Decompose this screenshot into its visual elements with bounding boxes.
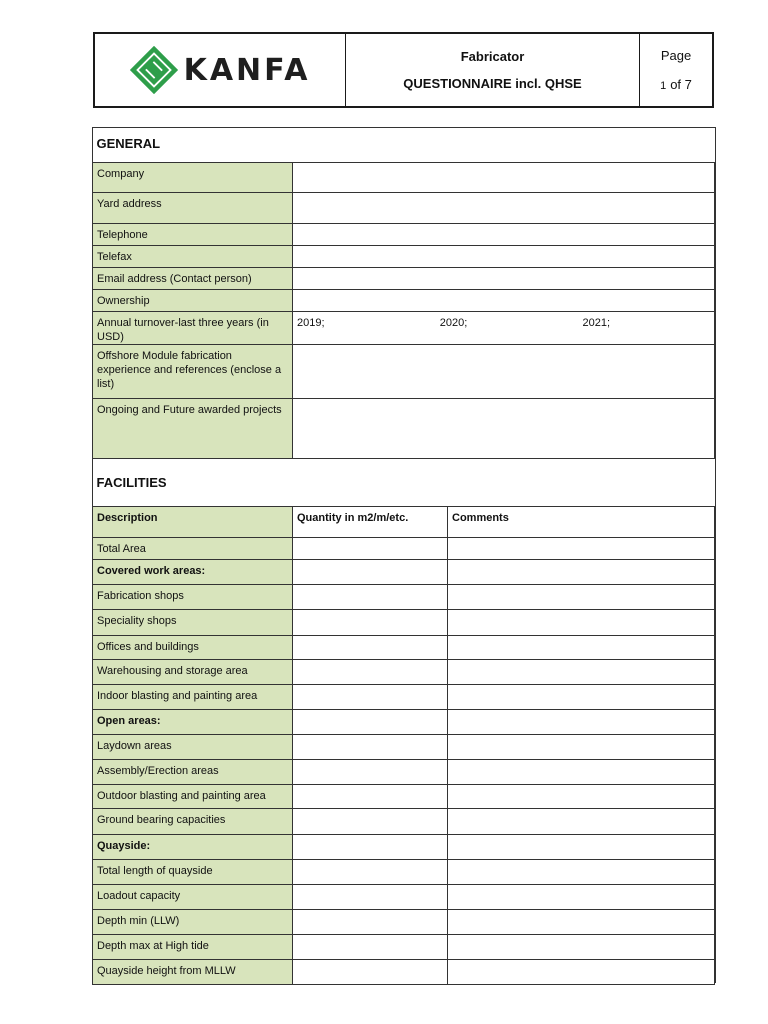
general-row <box>93 399 715 459</box>
facility-comments-field[interactable] <box>448 935 715 960</box>
facilities-row <box>93 585 715 610</box>
document-header <box>93 32 714 108</box>
facility-quantity-field[interactable] <box>293 885 448 910</box>
general-label: Annual turnover-last three years (in USD) <box>93 312 293 345</box>
page-number-box <box>640 34 712 106</box>
facility-quantity-field[interactable] <box>293 960 448 985</box>
facility-label: Ground bearing capacities <box>93 809 293 835</box>
general-value-field[interactable] <box>293 224 715 246</box>
general-value-field[interactable] <box>293 193 715 224</box>
facility-quantity-field[interactable] <box>293 835 448 860</box>
facilities-row <box>93 935 715 960</box>
page-label: Page <box>660 48 692 63</box>
page-total: 7 <box>684 77 692 92</box>
facility-comments-field[interactable] <box>448 685 715 710</box>
facility-quantity-field[interactable] <box>293 585 448 610</box>
facility-label: Quayside: <box>93 835 293 860</box>
facility-quantity-field[interactable] <box>293 610 448 636</box>
general-value-field[interactable] <box>293 246 715 268</box>
facility-quantity-field[interactable] <box>293 785 448 809</box>
facilities-header-row <box>93 507 715 538</box>
facility-label: Offices and buildings <box>93 636 293 660</box>
facility-comments-field[interactable] <box>448 610 715 636</box>
general-label: Ongoing and Future awarded projects <box>93 399 293 459</box>
page-counter <box>660 77 692 92</box>
facility-quantity-field[interactable] <box>293 636 448 660</box>
facility-label: Assembly/Erection areas <box>93 760 293 785</box>
facility-label: Depth min (LLW) <box>93 910 293 935</box>
general-value-field[interactable] <box>293 290 715 312</box>
column-header-quantity: Quantity in m2/m/etc. <box>293 507 448 538</box>
turnover-year-0: 2019; <box>297 317 325 329</box>
general-label: Ownership <box>93 290 293 312</box>
company-logo <box>95 34 346 106</box>
general-row <box>93 224 715 246</box>
questionnaire-form <box>92 127 716 983</box>
general-value-field[interactable] <box>293 345 715 399</box>
facility-label: Outdoor blasting and painting area <box>93 785 293 809</box>
general-row <box>93 312 715 345</box>
general-row <box>93 163 715 193</box>
facility-quantity-field[interactable] <box>293 809 448 835</box>
facilities-row <box>93 560 715 585</box>
facilities-row <box>93 835 715 860</box>
general-label: Offshore Module fabrication experience and references (enclose a list) <box>93 345 293 399</box>
turnover-values[interactable] <box>293 312 715 345</box>
page-of: of <box>670 77 682 92</box>
general-row <box>93 268 715 290</box>
facilities-row <box>93 710 715 735</box>
general-label: Yard address <box>93 193 293 224</box>
facility-comments-field[interactable] <box>448 710 715 735</box>
facilities-row <box>93 960 715 985</box>
facilities-row <box>93 885 715 910</box>
facility-comments-field[interactable] <box>448 960 715 985</box>
kanfa-logo-icon <box>130 46 178 94</box>
facility-quantity-field[interactable] <box>293 760 448 785</box>
facility-comments-field[interactable] <box>448 735 715 760</box>
facility-comments-field[interactable] <box>448 560 715 585</box>
facility-comments-field[interactable] <box>448 585 715 610</box>
facility-comments-field[interactable] <box>448 660 715 685</box>
general-value-field[interactable] <box>293 399 715 459</box>
facility-label: Speciality shops <box>93 610 293 636</box>
facility-label: Quayside height from MLLW <box>93 960 293 985</box>
general-label: Email address (Contact person) <box>93 268 293 290</box>
facility-label: Total Area <box>93 538 293 560</box>
facility-quantity-field[interactable] <box>293 560 448 585</box>
column-header-description: Description <box>93 507 293 538</box>
facilities-row <box>93 735 715 760</box>
logo-wordmark: KANFA <box>183 52 311 88</box>
column-header-comments: Comments <box>448 507 715 538</box>
facilities-row <box>93 760 715 785</box>
facility-label: Covered work areas: <box>93 560 293 585</box>
facility-quantity-field[interactable] <box>293 860 448 885</box>
facilities-row <box>93 860 715 885</box>
facility-comments-field[interactable] <box>448 885 715 910</box>
facility-comments-field[interactable] <box>448 785 715 809</box>
facility-quantity-field[interactable] <box>293 935 448 960</box>
facility-label: Open areas: <box>93 710 293 735</box>
general-label: Telefax <box>93 246 293 268</box>
section-heading-general: GENERAL <box>93 128 715 163</box>
facilities-row <box>93 785 715 809</box>
facility-comments-field[interactable] <box>448 809 715 835</box>
facility-label: Loadout capacity <box>93 885 293 910</box>
facilities-row <box>93 685 715 710</box>
title-line-2: QUESTIONNAIRE incl. QHSE <box>403 76 582 91</box>
general-label: Telephone <box>93 224 293 246</box>
facility-comments-field[interactable] <box>448 910 715 935</box>
general-row <box>93 345 715 399</box>
document-title <box>346 34 640 106</box>
facilities-row <box>93 660 715 685</box>
facility-comments-field[interactable] <box>448 636 715 660</box>
facility-quantity-field[interactable] <box>293 735 448 760</box>
facility-quantity-field[interactable] <box>293 660 448 685</box>
turnover-year-2: 2021; <box>582 317 611 329</box>
facility-label: Laydown areas <box>93 735 293 760</box>
facility-comments-field[interactable] <box>448 760 715 785</box>
facility-quantity-field[interactable] <box>293 710 448 735</box>
facilities-row <box>93 809 715 835</box>
facility-label: Total length of quayside <box>93 860 293 885</box>
page-current: 1 <box>660 80 667 92</box>
facility-comments-field[interactable] <box>448 835 715 860</box>
facility-comments-field[interactable] <box>448 538 715 560</box>
facility-comments-field[interactable] <box>448 860 715 885</box>
facility-label: Warehousing and storage area <box>93 660 293 685</box>
facilities-row <box>93 610 715 636</box>
general-row <box>93 193 715 224</box>
facility-quantity-field[interactable] <box>293 910 448 935</box>
general-label: Company <box>93 163 293 193</box>
general-row <box>93 246 715 268</box>
facilities-row <box>93 538 715 560</box>
facilities-row <box>93 910 715 935</box>
general-row <box>93 290 715 312</box>
facility-quantity-field[interactable] <box>293 685 448 710</box>
questionnaire-table <box>92 127 715 985</box>
general-value-field[interactable] <box>293 268 715 290</box>
general-value-field[interactable] <box>293 163 715 193</box>
facility-label: Indoor blasting and painting area <box>93 685 293 710</box>
facility-label: Depth max at High tide <box>93 935 293 960</box>
facilities-row <box>93 636 715 660</box>
facility-label: Fabrication shops <box>93 585 293 610</box>
title-line-1: Fabricator <box>460 49 525 64</box>
section-heading-facilities: FACILITIES <box>93 459 715 507</box>
turnover-year-1: 2020; <box>439 317 468 329</box>
facility-quantity-field[interactable] <box>293 538 448 560</box>
